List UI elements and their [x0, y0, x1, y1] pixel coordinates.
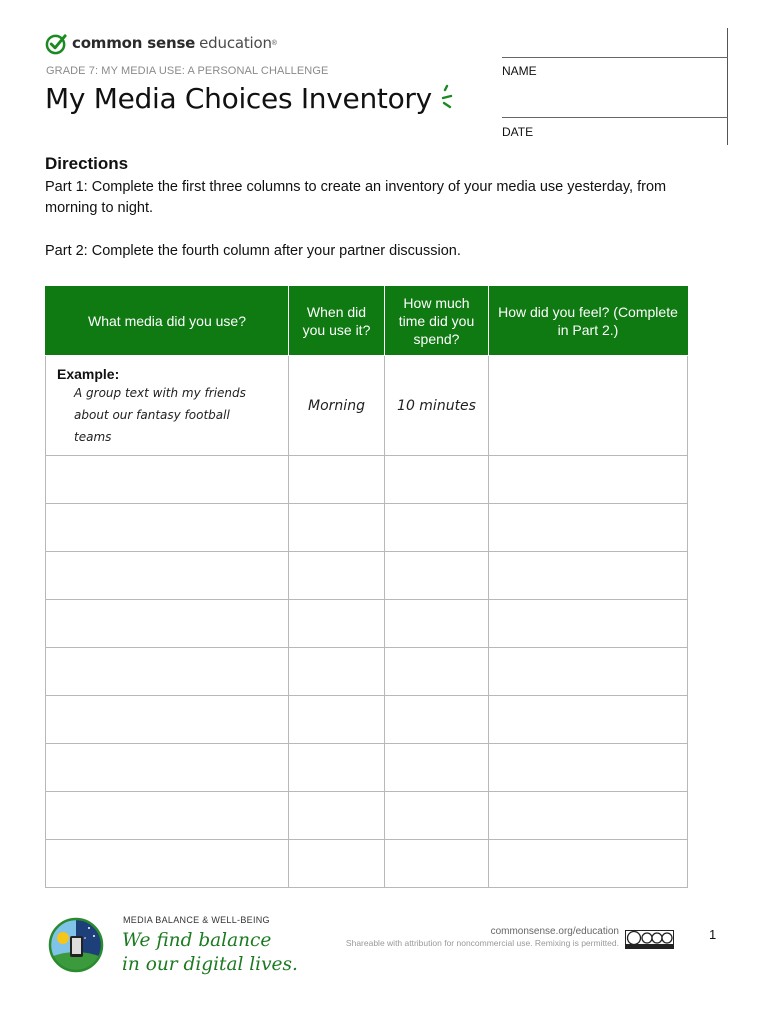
table-cell[interactable]	[46, 744, 289, 792]
table-row	[46, 840, 688, 888]
date-label: DATE	[502, 125, 534, 139]
example-media-cell	[46, 356, 289, 456]
table-cell[interactable]	[489, 552, 688, 600]
page-number: 1	[709, 927, 717, 942]
table-cell[interactable]	[46, 648, 289, 696]
table-cell[interactable]	[289, 648, 385, 696]
table-cell[interactable]	[489, 504, 688, 552]
example-when: Morning	[289, 356, 385, 456]
footer-tagline-line-1: We find balance	[122, 930, 272, 951]
inventory-table	[45, 286, 688, 888]
table-cell[interactable]	[46, 792, 289, 840]
footer-license: Shareable with attribution for noncommercial use. Remixing is permitted.	[345, 938, 619, 948]
example-label: Example:	[57, 365, 120, 382]
table-cell[interactable]	[289, 456, 385, 504]
table-cell[interactable]	[489, 792, 688, 840]
table-cell[interactable]	[289, 600, 385, 648]
header-time: How much time did you spend?	[385, 287, 489, 356]
header-feel: How did you feel? (Complete in Part 2.)	[489, 287, 688, 356]
table-cell[interactable]	[46, 552, 289, 600]
example-feel	[489, 356, 688, 456]
sparkle-icon	[438, 84, 458, 114]
footer-series: MEDIA BALANCE & WELL-BEING	[123, 915, 270, 925]
table-cell[interactable]	[289, 552, 385, 600]
example-time: 10 minutes	[385, 356, 489, 456]
date-line-top	[502, 117, 728, 118]
checkmark-circle-icon	[45, 32, 68, 55]
table-cell[interactable]	[489, 648, 688, 696]
table-header-row	[46, 287, 688, 356]
table-cell[interactable]	[385, 552, 489, 600]
name-date-block	[502, 28, 728, 145]
table-cell[interactable]	[46, 504, 289, 552]
directions-part-1: Part 1: Complete the first three columns to create an inventory of your media use yesterday, from morning to night.	[45, 179, 667, 216]
header-when: When did you use it?	[289, 287, 385, 356]
common-sense-education-logo	[45, 32, 277, 54]
logo-text-light: education	[199, 34, 272, 52]
creative-commons-icon	[625, 930, 674, 949]
table-cell[interactable]	[385, 600, 489, 648]
directions-part-2: Part 2: Complete the fourth column after your partner discussion.	[45, 243, 461, 259]
name-label: NAME	[502, 64, 537, 78]
table-cell[interactable]	[46, 696, 289, 744]
footer-tagline	[122, 929, 298, 977]
table-cell[interactable]	[489, 456, 688, 504]
table-row	[46, 648, 688, 696]
table-cell[interactable]	[385, 840, 489, 888]
directions-heading: Directions	[45, 154, 129, 173]
table-row	[46, 552, 688, 600]
table-cell[interactable]	[46, 456, 289, 504]
table-cell[interactable]	[289, 744, 385, 792]
header-media: What media did you use?	[46, 287, 289, 356]
table-cell[interactable]	[489, 744, 688, 792]
table-cell[interactable]	[46, 600, 289, 648]
table-cell[interactable]	[289, 696, 385, 744]
example-row	[46, 356, 688, 456]
footer-tagline-line-2: in our digital lives.	[122, 954, 298, 975]
logo-text-bold: common sense	[72, 34, 196, 52]
footer-url: commonsense.org/education	[490, 926, 619, 937]
media-balance-badge-icon	[48, 916, 104, 974]
example-media: A group text with my friends about our fantasy football teams	[74, 385, 246, 444]
name-block-rule	[727, 28, 728, 145]
page-title: My Media Choices Inventory	[45, 82, 432, 115]
page-title-row	[45, 82, 458, 115]
table-cell[interactable]	[385, 696, 489, 744]
table-cell[interactable]	[489, 840, 688, 888]
table-row	[46, 456, 688, 504]
table-cell[interactable]	[289, 792, 385, 840]
grade-line: GRADE 7: MY MEDIA USE: A PERSONAL CHALLENGE	[46, 65, 329, 77]
table-cell[interactable]	[385, 792, 489, 840]
table-row	[46, 696, 688, 744]
table-cell[interactable]	[385, 744, 489, 792]
table-cell[interactable]	[385, 504, 489, 552]
table-cell[interactable]	[46, 840, 289, 888]
table-row	[46, 792, 688, 840]
table-row	[46, 744, 688, 792]
table-row	[46, 600, 688, 648]
logo-trademark: ®	[271, 39, 277, 47]
table-cell[interactable]	[385, 648, 489, 696]
table-cell[interactable]	[289, 504, 385, 552]
table-cell[interactable]	[385, 456, 489, 504]
table-cell[interactable]	[489, 696, 688, 744]
table-cell[interactable]	[289, 840, 385, 888]
table-cell[interactable]	[489, 600, 688, 648]
name-line-top	[502, 57, 728, 58]
table-row	[46, 504, 688, 552]
